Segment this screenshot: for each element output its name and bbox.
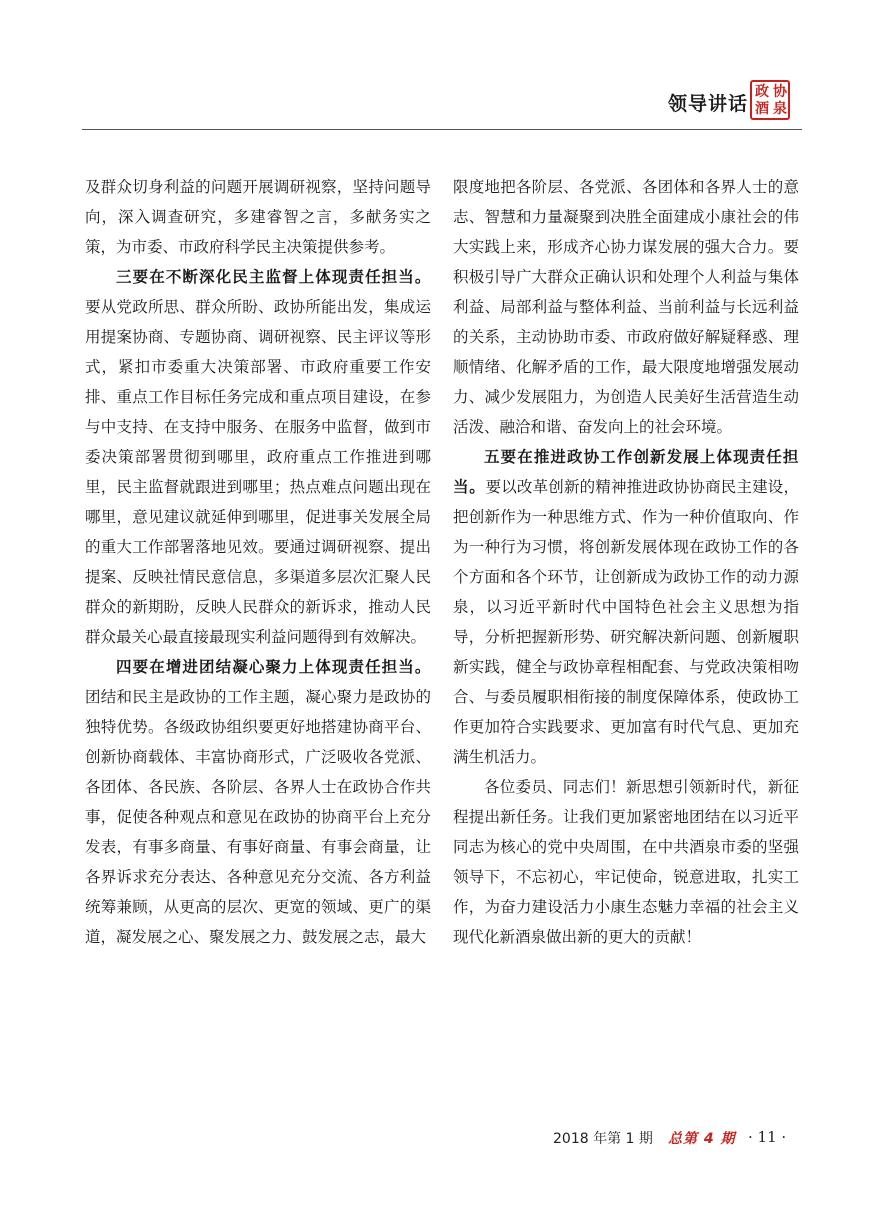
journal-seal-logo — [750, 80, 790, 120]
page-number: · 11 · — [748, 1128, 787, 1146]
seal-char: 酒 — [755, 101, 769, 117]
paragraph-body: 要以改革创新的精神推进政协协商民主建设，把创新作为一种思维方式、作为一种价值取向、作为一种行为习惯，将创新发展体现在政协工作的各个方面和各个环节，让创新成为政协工作的动力源泉，以习近平新时代中国特色社会主义思想为指导，分析把握新形势、研究解决新问题、创新履职新实践，健全与政协章程相配套、与党政决策相吻合、与委员履职相衔接的制度保障体系，使政协工作更加符合实践要求、更加富有时代气息、更加充满生机活力。 — [453, 478, 799, 766]
paragraph — [85, 262, 431, 652]
issue-date: 2018 年第 1 期 — [553, 1131, 653, 1147]
seal-char: 协 — [773, 84, 787, 100]
section-heading: 三要在不断深化民主监督上体现责任担当。 — [116, 267, 431, 286]
issue-number: 总第 4 期 — [668, 1131, 736, 1147]
paragraph — [85, 652, 431, 952]
paragraph — [453, 442, 799, 772]
section-heading: 四要在增进团结凝心聚力上体现责任担当。 — [116, 657, 431, 676]
right-column — [453, 172, 799, 952]
paragraph: 及群众切身利益的问题开展调研视察，坚持问题导向，深入调查研究，多建睿智之言，多献务实之策，为市委、市政府科学民主决策提供参考。 — [85, 178, 431, 256]
section-heading: 五要在推进政协工作创新发展上体现责任担当。 — [453, 447, 799, 496]
paragraph: 各位委员、同志们！新思想引领新时代，新征程提出新任务。让我们更加紧密地团结在以习近平同志为核心的党中央周围，在中共酒泉市委的坚强领导下，不忘初心，牢记使命，锐意进取，扎实工作，为奋力建设活力小康生态魅力幸福的社会主义现代化新酒泉做出新的更大的贡献！ — [453, 778, 799, 946]
seal-char: 泉 — [773, 101, 787, 117]
seal-char: 政 — [755, 84, 769, 100]
header-divider — [82, 129, 802, 130]
paragraph-body: 要从党政所思、群众所盼、政协所能出发，集成运用提案协商、专题协商、调研视察、民主评议等形式，紧扣市委重大决策部署、市政府重要工作安排、重点工作目标任务完成和重点项目建设，在参与中支持、在支持中服务、在服务中监督，做到市委决策部署贯彻到哪里，政府重点工作推进到哪里，民主监督就跟进到哪里；热点难点问题出现在哪里，意见建议就延伸到哪里，促进事关发展全局的重大工作部署落地见效。要通过调研视察、提出提案、反映社情民意信息，多渠道多层次汇聚人民群众的新期盼，反映人民群众的新诉求，推动人民群众最关心最直接最现实利益问题得到有效解决。 — [85, 298, 431, 646]
paragraph-body: 团结和民主是政协的工作主题，凝心聚力是政协的独特优势。各级政协组织要更好地搭建协商平台、创新协商载体、丰富协商形式，广泛吸收各党派、各团体、各民族、各阶层、各界人士在政协合作共事，促使各种观点和意见在政协的协商平台上充分发表，有事多商量、有事好商量、有事会商量，让各界诉求充分表达、各种意见充分交流、各方利益统筹兼顾，从更高的层次、更宽的领域、更广的渠道，凝发展之心、聚发展之力、鼓发展之志，最大 — [85, 688, 431, 946]
left-column — [85, 172, 431, 952]
section-title: 领导讲话 — [668, 93, 749, 115]
paragraph: 限度地把各阶层、各党派、各团体和各界人士的意志、智慧和力量凝聚到决胜全面建成小康社会的伟大实践上来，形成齐心协力谋发展的强大合力。要积极引导广大群众正确认识和处理个人利益与集体利益、局部利益与整体利益、当前利益与长远利益的关系，主动协助市委、市政府做好解疑释惑、理顺情绪、化解矛盾的工作，最大限度地增强发展动力、减少发展阻力，为创造人民美好生活营造生动活泼、融洽和谐、奋发向上的社会环境。 — [453, 178, 799, 436]
